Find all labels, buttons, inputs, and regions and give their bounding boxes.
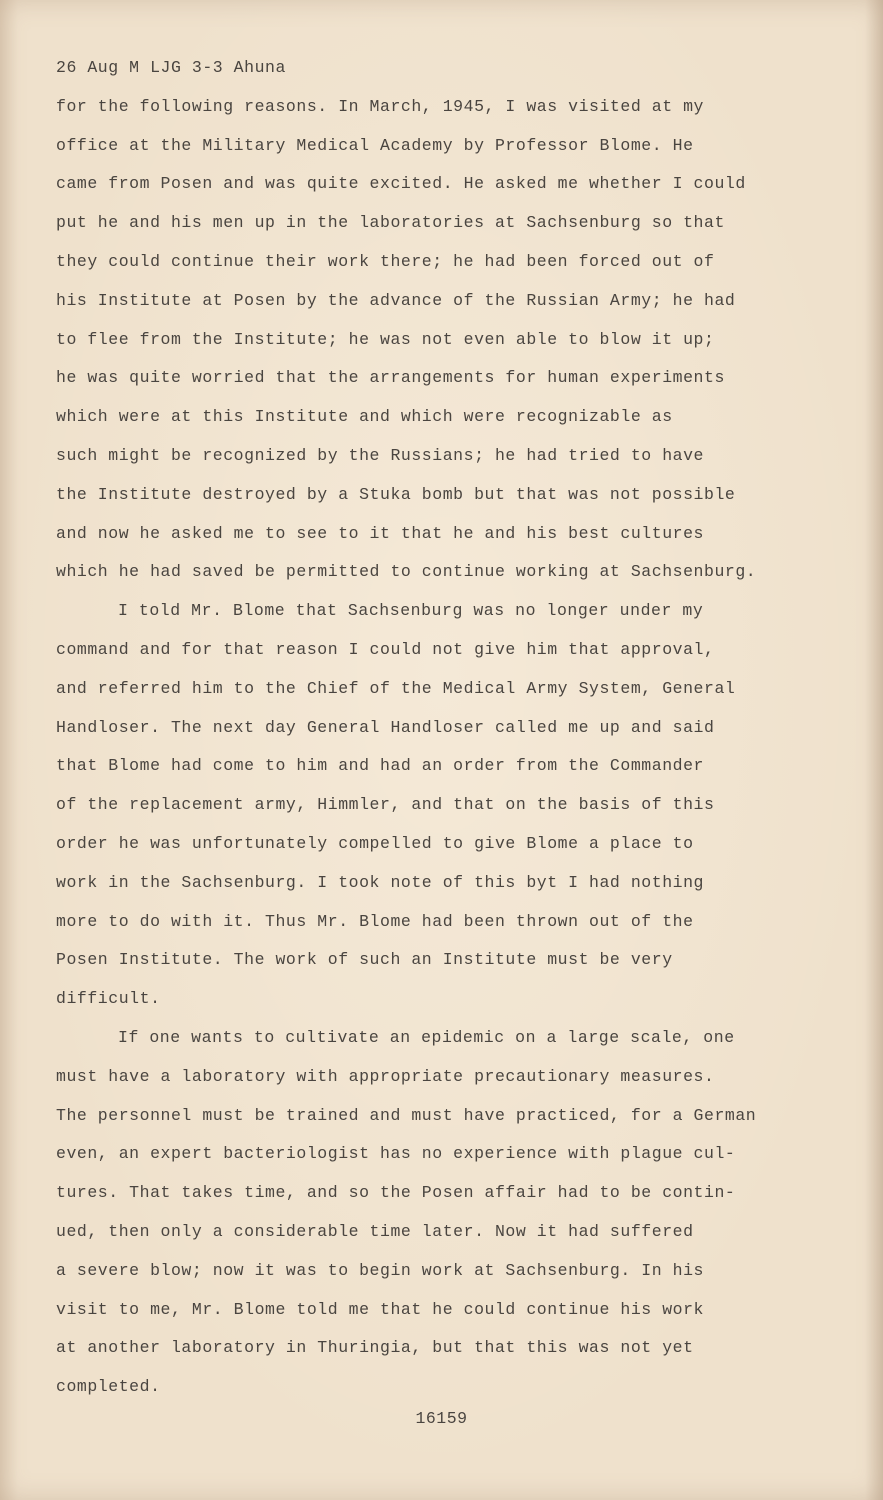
text-line: such might be recognized by the Russians; he had tried to have	[56, 445, 704, 465]
text-line: Handloser. The next day General Handloser called me up and said	[56, 717, 715, 737]
text-line: for the following reasons. In March, 1945, I was visited at my	[56, 96, 704, 116]
body-lines	[56, 88, 856, 1407]
page-number: 16159	[415, 1409, 468, 1428]
text-line: which were at this Institute and which were recognizable as	[56, 407, 673, 427]
text-line: visit to me, Mr. Blome told me that he could continue his work	[56, 1299, 704, 1319]
text-line: completed.	[56, 1377, 161, 1397]
text-line: at another laboratory in Thuringia, but that this was not yet	[56, 1338, 694, 1358]
text-line: that Blome had come to him and had an order from the Commander	[56, 756, 704, 776]
text-line: order he was unfortunately compelled to give Blome a place to	[56, 833, 694, 853]
text-line: ued, then only a considerable time later. Now it had suffered	[56, 1221, 694, 1241]
text-line: which he had saved be permitted to continue working at Sachsenburg.	[56, 562, 757, 582]
typed-transcript-text	[56, 49, 856, 1407]
text-line: If one wants to cultivate an epidemic on a large scale, one	[118, 1027, 735, 1047]
text-line: they could continue their work there; he had been forced out of	[56, 251, 715, 271]
text-line: and now he asked me to see to it that he and his best cultures	[56, 523, 704, 543]
text-line: his Institute at Posen by the advance of the Russian Army; he had	[56, 290, 736, 310]
text-line: more to do with it. Thus Mr. Blome had been thrown out of the	[56, 911, 694, 931]
text-line: office at the Military Medical Academy by Professor Blome. He	[56, 135, 694, 155]
header-line: 26 Aug M LJG 3-3 Ahuna	[56, 58, 286, 77]
text-line: The personnel must be trained and must have practiced, for a German	[56, 1105, 757, 1125]
text-line: of the replacement army, Himmler, and that on the basis of this	[56, 795, 715, 815]
text-line: to flee from the Institute; he was not even able to blow it up;	[56, 329, 715, 349]
text-line: he was quite worried that the arrangements for human experiments	[56, 368, 725, 388]
text-line: must have a laboratory with appropriate precautionary measures.	[56, 1066, 715, 1086]
text-line: came from Posen and was quite excited. He asked me whether I could	[56, 174, 746, 194]
text-line: and referred him to the Chief of the Medical Army System, General	[56, 678, 736, 698]
text-line: even, an expert bacteriologist has no experience with plague cul-	[56, 1144, 736, 1164]
text-line: command and for that reason I could not give him that approval,	[56, 639, 715, 659]
text-line: difficult.	[56, 989, 161, 1009]
text-line: the Institute destroyed by a Stuka bomb but that was not possible	[56, 484, 736, 504]
text-line: a severe blow; now it was to begin work at Sachsenburg. In his	[56, 1260, 704, 1280]
text-line: put he and his men up in the laboratories at Sachsenburg so that	[56, 213, 725, 233]
text-line: I told Mr. Blome that Sachsenburg was no longer under my	[118, 601, 704, 621]
text-line: tures. That takes time, and so the Posen affair had to be contin-	[56, 1183, 736, 1203]
text-line: Posen Institute. The work of such an Institute must be very	[56, 950, 673, 970]
text-line: work in the Sachsenburg. I took note of this byt I had nothing	[56, 872, 704, 892]
